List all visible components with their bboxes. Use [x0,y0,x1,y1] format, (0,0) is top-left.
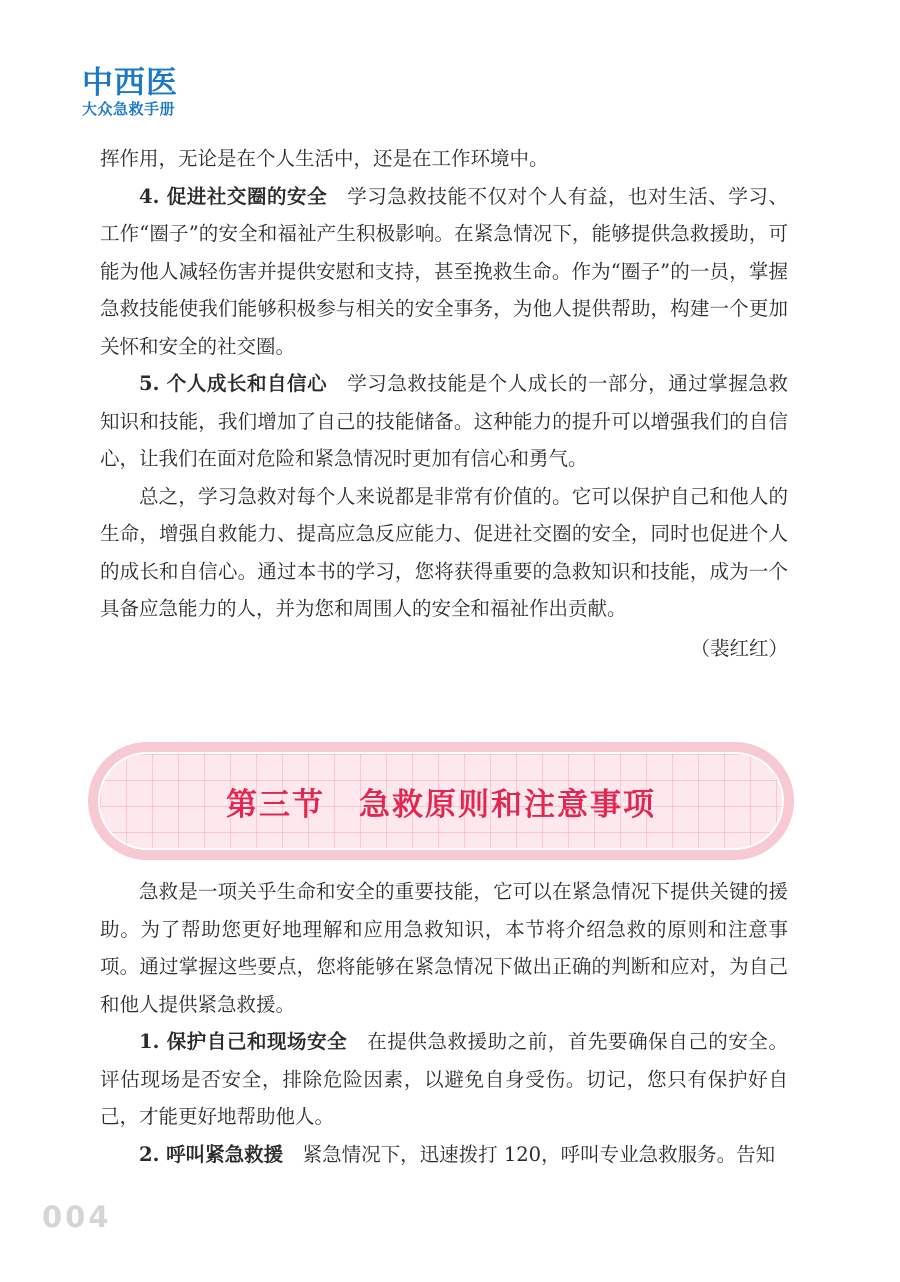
item-4-text: 学习急救技能不仅对个人有益，也对生活、学习、工作“圈子”的安全和福祉产生积极影响。在紧急情况下，能够提供急救援助，可能为他人减轻伤害并提供安慰和支持，甚至挽救生命。作为“圈子”的一员，掌握急救技能使我们能够积极参与相关的安全事务，为他人提供帮助，构建一个更加关怀和安全的社交圈。 [100,184,788,358]
item-2-heading: 2. 呼叫紧急救援 [139,1142,284,1166]
paragraph-item-1 [100,1023,788,1136]
continued-section-text [100,140,788,667]
paragraph-continued: 挥作用，无论是在个人生活中，还是在工作环境中。 [100,147,549,170]
item-5-text: 学习急救技能是个人成长的一部分，通过掌握急救知识和技能，我们增加了自己的技能储备。这种能力的提升可以增强我们的自信心，让我们在面对危险和紧急情况时更加有信心和勇气。 [100,372,788,470]
logo-subtitle: 大众急救手册 [82,100,176,118]
logo-title: 中西医 [82,65,178,101]
section-banner-grid [98,752,784,850]
page-number: 004 [42,1200,112,1234]
author-credit: （裴红红） [690,636,788,660]
section-title-text: 急救原则和注意事项 [359,786,656,823]
section-banner [88,742,794,860]
section-three-text [100,873,788,1173]
paragraph-item-4 [100,178,788,366]
section-title [226,779,656,824]
item-5-heading: 5. 个人成长和自信心 [139,372,328,395]
item-1-heading: 1. 保护自己和现场安全 [139,1030,348,1053]
paragraph-item-5 [100,365,788,478]
section-number: 第三节 [226,786,325,823]
paragraph-intro: 急救是一项关乎生命和安全的重要技能，它可以在紧急情况下提供关键的援助。为了帮助您更好地理解和应用急救知识，本节将介绍急救的原则和注意事项。通过掌握这些要点，您将能够在紧急情况下做出正确的判断和应对，为自己和他人提供紧急救援。 [100,880,788,1016]
book-logo [82,66,212,118]
item-2-text: 紧急情况下，迅速拨打 120，呼叫专业急救服务。告知 [302,1142,776,1166]
item-1-text: 在提供急救援助之前，首先要确保自己的安全。评估现场是否安全，排除危险因素，以避免自身受伤。切记，您只有保护好自己，才能更好地帮助他人。 [100,1030,788,1128]
paragraph-item-2 [100,1136,788,1174]
item-4-heading: 4. 促进社交圈的安全 [139,184,328,208]
paragraph-summary: 总之，学习急救对每个人来说都是非常有价值的。它可以保护自己和他人的生命，增强自救能力、提高应急反应能力、促进社交圈的安全，同时也促进个人的成长和自信心。通过本书的学习，您将获得重要的急救知识和技能，成为一个具备应急能力的人，并为您和周围人的安全和福祉作出贡献。 [100,484,788,620]
